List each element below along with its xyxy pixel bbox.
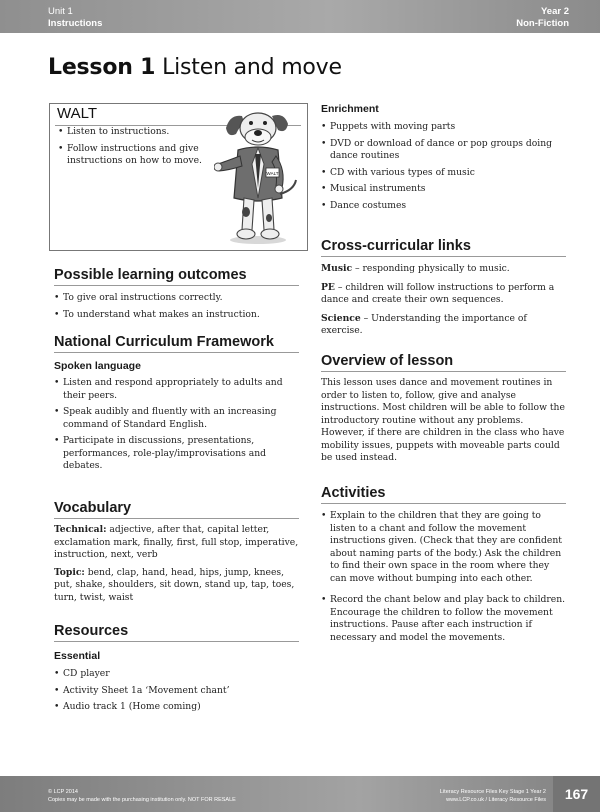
enrichment-item: • CD with various types of music bbox=[321, 167, 566, 180]
walt-heading: WALT bbox=[57, 105, 97, 122]
ncf-item: • Speak audibly and fluently with an increasing command of Standard English. bbox=[54, 406, 299, 431]
ncf-list bbox=[54, 377, 299, 473]
resources-list bbox=[54, 668, 299, 714]
activities-item: • Explain to the children that they are going to listen to a chant and follow the movement instructions given. (Check that they are confident about naming parts of the body.) Ask the children to find their own space in the room where they can move without bumping into each other. bbox=[321, 510, 566, 585]
footer-left bbox=[48, 788, 236, 804]
walt-item: • Listen to instructions. bbox=[58, 126, 206, 139]
outcomes-list bbox=[54, 292, 299, 321]
enrichment-item: • Musical instruments bbox=[321, 183, 566, 196]
cross-curricular-heading: Cross-curricular links bbox=[321, 238, 566, 257]
footer-license: Copies may be made with the purchasing institution only. NOT FOR RESALE bbox=[48, 797, 236, 803]
enrichment-heading: Enrichment bbox=[321, 103, 379, 115]
footer-web: www.LCP.co.uk / Literacy Resource Files bbox=[446, 797, 546, 803]
activities-section bbox=[321, 485, 566, 648]
vocabulary-section bbox=[54, 500, 299, 604]
lesson-number: Lesson 1 bbox=[48, 55, 156, 80]
vocabulary-technical bbox=[54, 524, 299, 562]
header-right bbox=[516, 6, 569, 30]
enrichment-item: • Dance costumes bbox=[321, 200, 566, 213]
vocabulary-topic bbox=[54, 567, 299, 605]
vocabulary-topic-text: bend, clap, hand, head, hips, jump, knees, put, shake, shoulders, sit down, stand up, tap, toes, turn, twist, waist bbox=[54, 566, 295, 603]
cross-link-label: Science bbox=[321, 312, 361, 324]
cross-link-label: Music bbox=[321, 263, 353, 274]
overview-heading: Overview of lesson bbox=[321, 353, 566, 372]
resources-section bbox=[54, 623, 299, 718]
outcomes-heading: Possible learning outcomes bbox=[54, 267, 299, 286]
ncf-subheading: Spoken language bbox=[54, 360, 141, 372]
page-footer bbox=[0, 776, 600, 812]
outcomes-item: • To understand what makes an instruction. bbox=[54, 309, 299, 322]
header-left bbox=[48, 6, 102, 30]
footer-right bbox=[438, 788, 546, 804]
vocabulary-heading: Vocabulary bbox=[54, 500, 299, 519]
header-section: Instructions bbox=[48, 18, 103, 29]
header-unit: Unit 1 bbox=[48, 6, 73, 17]
cross-curricular-section bbox=[321, 238, 566, 338]
ncf-item: • Participate in discussions, presentations, performances, role-play/improvisations and debates. bbox=[54, 435, 299, 473]
cross-link-text: – children will follow instructions to perform a dance and create their own sequences. bbox=[321, 281, 555, 305]
header-genre: Non-Fiction bbox=[516, 18, 569, 29]
resources-item: • Audio track 1 (Home coming) bbox=[54, 701, 299, 714]
activities-item: • Record the chant below and play back to children. Encourage the children to follow the movement instructions. Pause after each instruction if necessary and model the movements. bbox=[321, 594, 566, 644]
outcomes-item: • To give oral instructions correctly. bbox=[54, 292, 299, 305]
enrichment-item: • Puppets with moving parts bbox=[321, 121, 566, 134]
walt-box bbox=[49, 103, 308, 251]
resources-heading: Resources bbox=[54, 623, 299, 642]
resources-item: • Activity Sheet 1a ‘Movement chant’ bbox=[54, 685, 299, 698]
activities-heading: Activities bbox=[321, 485, 566, 504]
page-header bbox=[0, 0, 600, 33]
cross-link-text: – responding physically to music. bbox=[352, 263, 510, 274]
page-number: 167 bbox=[553, 776, 600, 812]
vocabulary-technical-label: Technical: bbox=[54, 524, 107, 535]
enrichment-section bbox=[321, 103, 566, 216]
enrichment-item: • DVD or download of dance or pop groups doing dance routines bbox=[321, 138, 566, 163]
cross-link-science bbox=[321, 313, 566, 338]
cross-link-music bbox=[321, 263, 566, 276]
ncf-item: • Listen and respond appropriately to adults and their peers. bbox=[54, 377, 299, 402]
walt-list bbox=[58, 126, 206, 172]
walt-item: • Follow instructions and give instructions on how to move. bbox=[58, 143, 206, 168]
lesson-title: Listen and move bbox=[162, 55, 342, 80]
page-title bbox=[48, 55, 342, 80]
cross-link-text: – Understanding the importance of exercise. bbox=[321, 312, 527, 336]
overview-text: This lesson uses dance and movement routines in order to listen to, follow, give and analyse instructions. Most children will be able to follow the introductory routine without any problems. However, if there are children in the class who have mobility issues, puppets with moveable parts could be used instead. bbox=[321, 377, 565, 463]
overview-section bbox=[321, 353, 566, 465]
ncf-heading: National Curriculum Framework bbox=[54, 334, 299, 353]
resources-subheading: Essential bbox=[54, 650, 101, 662]
footer-copyright: © LCP 2014 bbox=[48, 789, 78, 795]
footer-series: Literacy Resource Files Key Stage 1 Year 2 bbox=[439, 789, 546, 795]
ncf-section bbox=[54, 334, 299, 477]
cross-link-pe bbox=[321, 282, 566, 307]
outcomes-section bbox=[54, 267, 299, 325]
dog-mascot-illustration bbox=[214, 106, 302, 246]
resources-item: • CD player bbox=[54, 668, 299, 681]
enrichment-list bbox=[321, 121, 566, 212]
cross-link-label: PE bbox=[321, 281, 335, 293]
walt-badge-text: WALT bbox=[266, 171, 279, 176]
vocabulary-technical-text: adjective, after that, capital letter, exclamation mark, finally, first, full stop, imperative, instruction, next, verb bbox=[54, 524, 299, 560]
vocabulary-topic-label: Topic: bbox=[54, 566, 85, 578]
header-year: Year 2 bbox=[541, 6, 569, 17]
activities-list bbox=[321, 510, 566, 644]
